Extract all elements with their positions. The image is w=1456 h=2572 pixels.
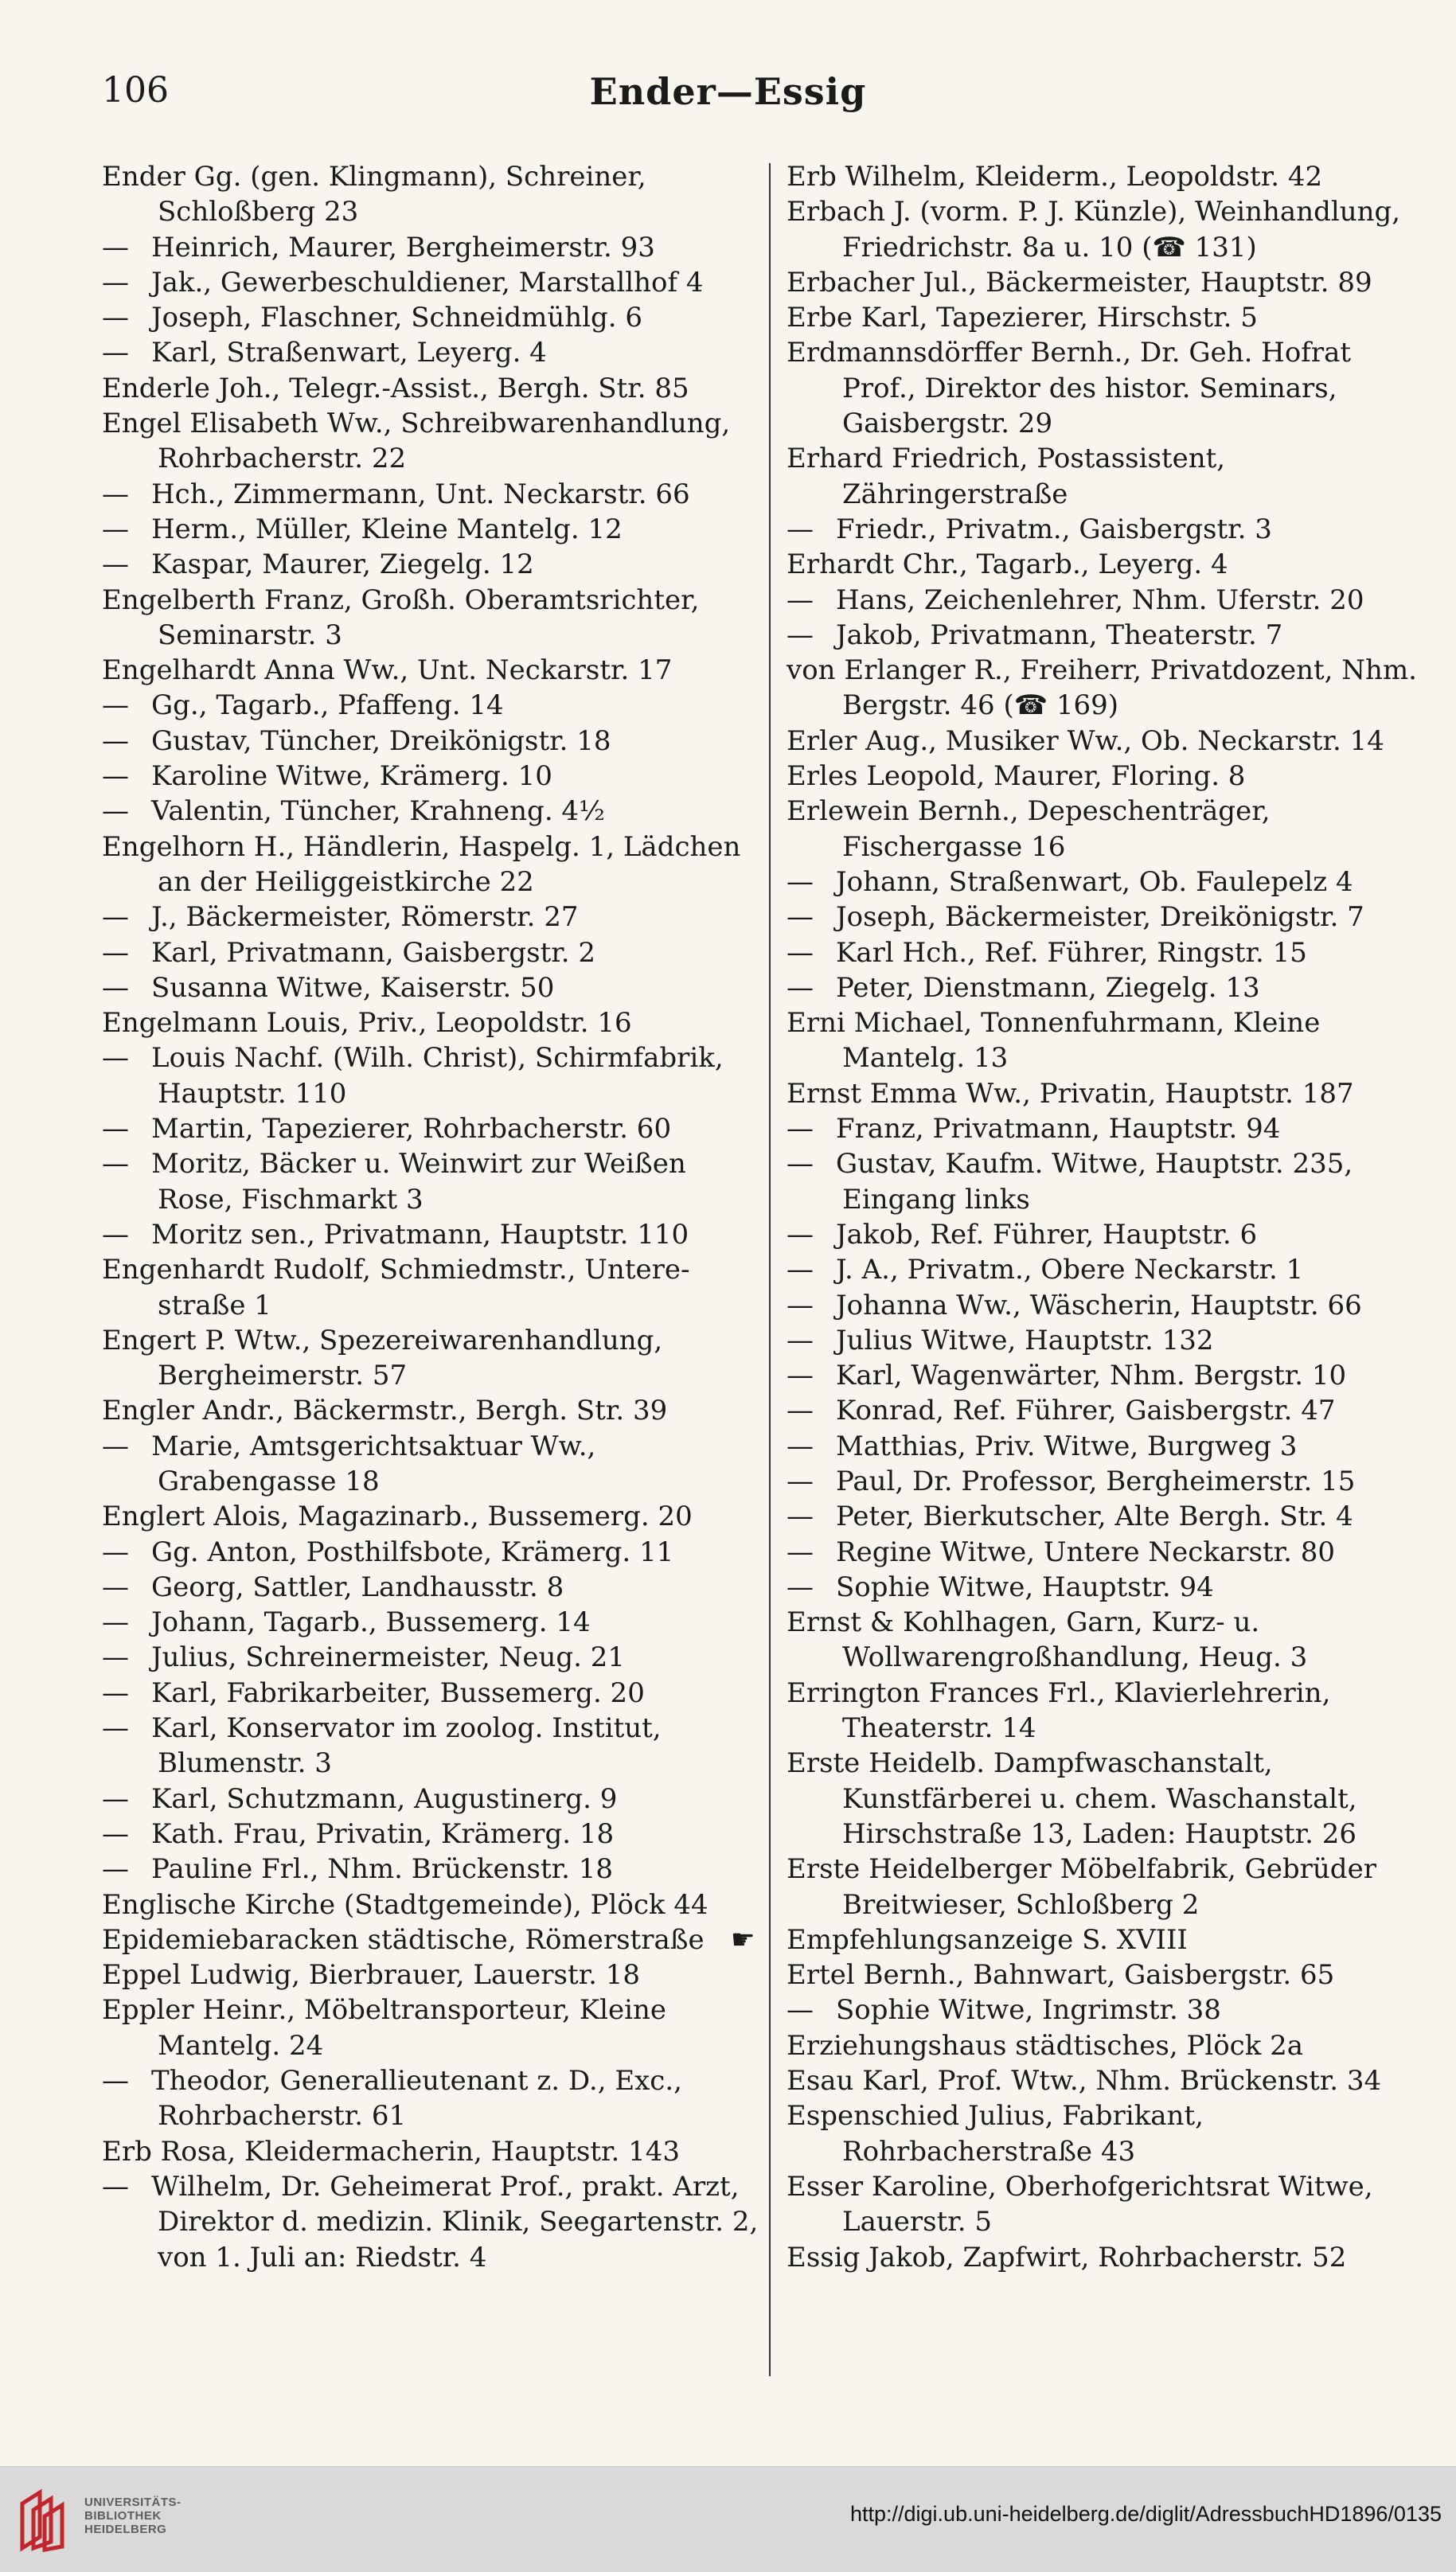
directory-entry <box>102 406 763 477</box>
directory-entry <box>102 159 763 230</box>
entry-text: Johann, Straßenwart, Ob. Faulepelz 4 <box>836 865 1353 898</box>
repeat-dash: — <box>787 865 814 898</box>
directory-entry <box>102 1323 763 1394</box>
entry-text: Ender Gg. (gen. Klingmann), Schreiner, Schloßberg 23 <box>102 161 646 228</box>
entry-text: Empfehlungsanzeige S. XVIII <box>787 1923 1188 1956</box>
entry-text: Hch., Zimmermann, Unt. Neckarstr. 66 <box>151 478 690 510</box>
directory-subentry <box>102 1817 763 1852</box>
entry-text: Engert P. Wtw., Spezereiwarenhandlung, Bergheimerstr. 57 <box>102 1324 663 1392</box>
entry-text: Erdmannsdörffer Bernh., Dr. Geh. Hofrat Prof., Direktor des histor. Seminars, Gaisbergstr. 29 <box>787 337 1352 440</box>
repeat-dash: — <box>102 478 129 510</box>
repeat-dash: — <box>102 1712 129 1745</box>
directory-subentry <box>787 970 1419 1005</box>
directory-subentry <box>787 864 1419 900</box>
repeat-dash: — <box>102 1853 129 1886</box>
directory-entry <box>787 1676 1419 1747</box>
directory-entry <box>787 1852 1419 1922</box>
directory-entry <box>102 583 763 654</box>
entry-text: Gg. Anton, Posthilfsbote, Krämerg. 11 <box>151 1536 674 1568</box>
repeat-dash: — <box>787 901 814 934</box>
directory-subentry <box>102 1040 763 1111</box>
left-column <box>102 159 763 2275</box>
directory-entry <box>787 794 1419 864</box>
entry-text: Johann, Tagarb., Bussemerg. 14 <box>151 1606 591 1639</box>
entry-text: Erb Rosa, Kleidermacherin, Hauptstr. 143 <box>102 2135 681 2168</box>
entry-text: Theodor, Generallieutenant z. D., Exc., Rohrbacherstr. 61 <box>151 2065 682 2133</box>
directory-subentry <box>102 1535 763 1570</box>
entry-text: Enderle Joh., Telegr.-Assist., Bergh. Str. 85 <box>102 372 689 404</box>
entry-text: Errington Frances Frl., Klavierlehrerin, Theaterstr. 14 <box>787 1676 1331 1745</box>
library-name-line: HEIDELBERG <box>84 2523 167 2536</box>
entry-text: Erni Michael, Tonnenfuhrmann, Kleine Mantelg. 13 <box>787 1007 1321 1075</box>
entry-text: Englische Kirche (Stadtgemeinde), Plöck 44 <box>102 1888 708 1921</box>
repeat-dash: — <box>102 1042 129 1075</box>
directory-subentry <box>102 1429 763 1500</box>
repeat-dash: — <box>787 1395 814 1427</box>
entry-text: Eppler Heinr., Möbeltransporteur, Kleine Mantelg. 24 <box>102 1994 667 2062</box>
directory-subentry <box>102 688 763 723</box>
entry-text: Kath. Frau, Privatin, Krämerg. 18 <box>151 1817 615 1850</box>
directory-subentry <box>102 724 763 759</box>
entry-text: Essig Jakob, Zapfwirt, Rohrbacherstr. 52 <box>787 2241 1347 2273</box>
directory-entry <box>787 1746 1419 1852</box>
directory-entry <box>787 441 1419 512</box>
directory-entry <box>787 2028 1419 2063</box>
directory-subentry <box>102 265 763 300</box>
directory-entry <box>102 1992 763 2063</box>
entry-text: Karl, Wagenwärter, Nhm. Bergstr. 10 <box>836 1360 1347 1392</box>
repeat-dash: — <box>102 2065 129 2098</box>
repeat-dash: — <box>102 1113 129 1145</box>
directory-subentry <box>102 477 763 512</box>
repeat-dash: — <box>102 1817 129 1850</box>
repeat-dash: — <box>102 266 129 299</box>
directory-entry <box>102 1499 763 1534</box>
entry-text: Erbach J. (vorm. P. J. Künzle), Weinhandlung, Friedrichstr. 8a u. 10 (☎ 131) <box>787 196 1401 263</box>
entry-text: Engelhorn H., Händlerin, Haspelg. 1, Lädchen an der Heiliggeistkirche 22 <box>102 830 741 898</box>
entry-text: Jakob, Ref. Führer, Hauptstr. 6 <box>836 1218 1258 1251</box>
entry-text: Julius, Schreinermeister, Neug. 21 <box>151 1641 625 1674</box>
directory-subentry <box>102 1146 763 1217</box>
directory-subentry <box>102 512 763 547</box>
directory-subentry <box>787 1535 1419 1570</box>
entry-text: Engler Andr., Bäckermstr., Bergh. Str. 39 <box>102 1395 668 1427</box>
repeat-dash: — <box>102 795 129 828</box>
directory-subentry <box>102 900 763 935</box>
entry-text: Gustav, Tüncher, Dreikönigstr. 18 <box>151 724 611 757</box>
directory-subentry <box>787 618 1419 653</box>
entry-text: Peter, Dienstmann, Ziegelg. 13 <box>836 971 1260 1004</box>
entry-text: Erler Aug., Musiker Ww., Ob. Neckarstr. 14 <box>787 724 1384 757</box>
directory-entry <box>102 371 763 406</box>
directory-subentry <box>787 935 1419 970</box>
entry-text: Erles Leopold, Maurer, Floring. 8 <box>787 760 1246 793</box>
running-head: Ender—Essig <box>589 70 867 113</box>
repeat-dash: — <box>787 583 814 616</box>
directory-subentry <box>787 1358 1419 1393</box>
repeat-dash: — <box>787 1571 814 1603</box>
entry-text: Konrad, Ref. Führer, Gaisbergstr. 47 <box>836 1395 1336 1427</box>
entry-text: Ernst Emma Ww., Privatin, Hauptstr. 187 <box>787 1077 1354 1110</box>
repeat-dash: — <box>787 1289 814 1321</box>
entry-text: Engelberth Franz, Großh. Oberamtsrichter, Seminarstr. 3 <box>102 583 700 651</box>
entry-text: Erste Heidelberger Möbelfabrik, Gebrüder Breitwieser, Schloßberg 2 <box>787 1853 1376 1921</box>
entry-text: Gustav, Kaufm. Witwe, Hauptstr. 235, Eingang links <box>836 1148 1353 1216</box>
entry-text: Erhard Friedrich, Postassistent, Zähringerstraße <box>787 443 1226 510</box>
directory-entry <box>787 759 1419 794</box>
entry-text: Esser Karoline, Oberhofgerichtsrat Witwe, Lauerstr. 5 <box>787 2170 1373 2238</box>
entry-text: Franz, Privatmann, Hauptstr. 94 <box>836 1113 1281 1145</box>
directory-entry <box>787 2098 1419 2169</box>
entry-text: Engelhardt Anna Ww., Unt. Neckarstr. 17 <box>102 654 673 687</box>
directory-entry <box>787 2240 1419 2275</box>
entry-text: Ernst & Kohlhagen, Garn, Kurz- u. Wollwarengroßhandlung, Heug. 3 <box>787 1606 1308 1674</box>
entry-text: Erbe Karl, Tapezierer, Hirschstr. 5 <box>787 302 1258 334</box>
entry-text: Esau Karl, Prof. Wtw., Nhm. Brückenstr. 34 <box>787 2065 1382 2098</box>
repeat-dash: — <box>787 1254 814 1286</box>
directory-subentry <box>787 583 1419 618</box>
directory-subentry <box>787 1146 1419 1217</box>
repeat-dash: — <box>102 548 129 581</box>
directory-subentry <box>102 935 763 970</box>
directory-entry <box>102 1887 763 1922</box>
repeat-dash: — <box>787 1994 814 2027</box>
entry-text: Erlewein Bernh., Depeschenträger, Fischergasse 16 <box>787 795 1271 863</box>
repeat-dash: — <box>102 1536 129 1568</box>
directory-subentry <box>787 1429 1419 1464</box>
repeat-dash: — <box>787 1324 814 1356</box>
directory-subentry <box>787 1288 1419 1323</box>
repeat-dash: — <box>102 2170 129 2203</box>
entry-text: Ertel Bernh., Bahnwart, Gaisbergstr. 65 <box>787 1959 1335 1992</box>
directory-entry <box>102 1922 763 1957</box>
repeat-dash: — <box>102 302 129 334</box>
entry-text: Marie, Amtsgerichtsaktuar Ww., Grabengasse 18 <box>151 1430 596 1497</box>
entry-text: von Erlanger R., Freiherr, Privatdozent, Nhm. Bergstr. 46 (☎ 169) <box>787 654 1417 722</box>
repeat-dash: — <box>787 1148 814 1181</box>
directory-entry <box>787 265 1419 300</box>
entry-text: Erb Wilhelm, Kleiderm., Leopoldstr. 42 <box>787 161 1323 193</box>
page-number: 106 <box>102 70 169 111</box>
repeat-dash: — <box>102 936 129 969</box>
entry-text: Karl Hch., Ref. Führer, Ringstr. 15 <box>836 936 1307 969</box>
entry-text: Hans, Zeichenlehrer, Nhm. Uferstr. 20 <box>836 583 1364 616</box>
university-library-logo-icon <box>16 2486 75 2553</box>
repeat-dash: — <box>102 760 129 793</box>
directory-entry <box>102 2134 763 2169</box>
library-name-line: UNIVERSITÄTS- <box>84 2496 182 2509</box>
directory-subentry <box>102 547 763 582</box>
entry-text: Jak., Gewerbeschuldiener, Marstallhof 4 <box>151 266 704 299</box>
directory-entry <box>787 2063 1419 2098</box>
entry-text: Erbacher Jul., Bäckermeister, Hauptstr. 89 <box>787 266 1372 299</box>
repeat-dash: — <box>102 901 129 934</box>
entry-text: Martin, Tapezierer, Rohrbacherstr. 60 <box>151 1113 672 1145</box>
entry-text: Engenhardt Rudolf, Schmiedmstr., Untere-straße 1 <box>102 1254 690 1321</box>
entry-text: Paul, Dr. Professor, Bergheimerstr. 15 <box>836 1465 1356 1497</box>
directory-entry <box>787 1957 1419 1992</box>
directory-subentry <box>102 1711 763 1782</box>
directory-subentry <box>102 1605 763 1640</box>
repeat-dash: — <box>787 1465 814 1497</box>
entry-text: Wilhelm, Dr. Geheimerat Prof., prakt. Arzt, Direktor d. medizin. Klinik, Seegartenstr. 2, von 1. Juli an: Riedstr. 4 <box>151 2170 759 2273</box>
column-divider <box>769 163 771 2376</box>
entry-text: Sophie Witwe, Hauptstr. 94 <box>836 1571 1214 1603</box>
repeat-dash: — <box>102 1782 129 1815</box>
repeat-dash: — <box>102 1430 129 1462</box>
directory-subentry <box>102 970 763 1005</box>
directory-entry <box>102 829 763 900</box>
entry-text: Engelmann Louis, Priv., Leopoldstr. 16 <box>102 1007 632 1040</box>
entry-text: Matthias, Priv. Witwe, Burgweg 3 <box>836 1430 1298 1462</box>
directory-subentry <box>102 2063 763 2134</box>
repeat-dash: — <box>102 689 129 722</box>
directory-subentry <box>102 1111 763 1146</box>
entry-text: Erste Heidelb. Dampfwaschanstalt, Kunstfärberei u. chem. Waschanstalt, Hirschstraße 13, Laden: Hauptstr. 26 <box>787 1747 1357 1850</box>
repeat-dash: — <box>787 1218 814 1251</box>
entry-text: Karoline Witwe, Krämerg. 10 <box>151 760 552 793</box>
repeat-dash: — <box>787 513 814 545</box>
entry-text: Erziehungshaus städtisches, Plöck 2a <box>787 2029 1304 2062</box>
footer-bar <box>0 2466 1456 2572</box>
repeat-dash: — <box>787 1360 814 1392</box>
entry-text: Peter, Bierkutscher, Alte Bergh. Str. 4 <box>836 1501 1353 1533</box>
directory-subentry <box>102 1217 763 1252</box>
right-column <box>731 159 1419 2275</box>
directory-entry <box>787 724 1419 759</box>
entry-text: Georg, Sattler, Landhausstr. 8 <box>151 1571 564 1603</box>
entry-text: J., Bäckermeister, Römerstr. 27 <box>151 901 579 934</box>
directory-subentry <box>787 1393 1419 1428</box>
repeat-dash: — <box>102 1571 129 1603</box>
entry-text: Johanna Ww., Wäscherin, Hauptstr. 66 <box>836 1289 1362 1321</box>
directory-subentry <box>102 335 763 370</box>
directory-subentry <box>102 2169 763 2275</box>
entry-text: Erhardt Chr., Tagarb., Leyerg. 4 <box>787 548 1228 581</box>
repeat-dash: — <box>102 724 129 757</box>
entry-text: Eppel Ludwig, Bierbrauer, Lauerstr. 18 <box>102 1959 641 1992</box>
directory-entry <box>787 159 1419 194</box>
directory-subentry <box>787 1217 1419 1252</box>
directory-subentry <box>102 300 763 335</box>
entry-text: Heinrich, Maurer, Bergheimerstr. 93 <box>151 231 655 263</box>
entry-text: Moritz, Bäcker u. Weinwirt zur Weißen Rose, Fischmarkt 3 <box>151 1148 686 1216</box>
library-name <box>84 2496 182 2536</box>
directory-subentry <box>787 1499 1419 1534</box>
repeat-dash: — <box>787 619 814 651</box>
directory-entry <box>787 335 1419 441</box>
directory-entry <box>787 1076 1419 1111</box>
repeat-dash: — <box>787 1430 814 1462</box>
repeat-dash: — <box>102 1641 129 1674</box>
repeat-dash: — <box>102 1148 129 1181</box>
entry-text: Karl, Privatmann, Gaisbergstr. 2 <box>151 936 596 969</box>
directory-entry <box>787 653 1419 724</box>
directory-subentry <box>787 1464 1419 1499</box>
entry-text: Karl, Schutzmann, Augustinerg. 9 <box>151 1782 618 1815</box>
entry-text: Jakob, Privatmann, Theaterstr. 7 <box>836 619 1283 651</box>
entry-text: Joseph, Flaschner, Schneidmühlg. 6 <box>151 302 643 334</box>
repeat-dash: — <box>787 971 814 1004</box>
entry-text: Moritz sen., Privatmann, Hauptstr. 110 <box>151 1218 689 1251</box>
entry-text: Herm., Müller, Kleine Mantelg. 12 <box>151 513 623 545</box>
entry-text: Espenschied Julius, Fabrikant, Rohrbacherstraße 43 <box>787 2100 1204 2168</box>
directory-subentry <box>102 759 763 794</box>
entry-text: Joseph, Bäckermeister, Dreikönigstr. 7 <box>836 901 1364 934</box>
entry-text: Karl, Fabrikarbeiter, Bussemerg. 20 <box>151 1676 645 1709</box>
entry-text: Engel Elisabeth Ww., Schreibwarenhandlung, Rohrbacherstr. 22 <box>102 408 731 475</box>
entry-text: Susanna Witwe, Kaiserstr. 50 <box>151 971 555 1004</box>
directory-entry <box>787 300 1419 335</box>
entry-text: Sophie Witwe, Ingrimstr. 38 <box>836 1994 1221 2027</box>
directory-subentry <box>102 794 763 829</box>
entry-text: J. A., Privatm., Obere Neckarstr. 1 <box>836 1254 1304 1286</box>
directory-subentry <box>787 1992 1419 2028</box>
directory-subentry <box>102 1640 763 1675</box>
directory-entry <box>787 2169 1419 2240</box>
entry-text: Epidemiebaracken städtische, Römerstraße <box>102 1923 705 1956</box>
entry-text: Gg., Tagarb., Pfaffeng. 14 <box>151 689 504 722</box>
repeat-dash: — <box>787 936 814 969</box>
directory-entry <box>787 194 1419 265</box>
repeat-dash: — <box>102 1606 129 1639</box>
repeat-dash: — <box>102 513 129 545</box>
directory-entry <box>787 1005 1419 1076</box>
directory-subentry <box>102 1676 763 1711</box>
entry-text: Karl, Konservator im zoolog. Institut, Blumenstr. 3 <box>151 1712 662 1780</box>
directory-subentry <box>787 1323 1419 1358</box>
source-url[interactable]: http://digi.ub.uni-heidelberg.de/diglit/AdressbuchHD1896/0135 <box>849 2502 1442 2526</box>
repeat-dash: — <box>787 1536 814 1568</box>
entry-text: Karl, Straßenwart, Leyerg. 4 <box>151 337 547 369</box>
repeat-dash: — <box>787 1501 814 1533</box>
entry-text: Kaspar, Maurer, Ziegelg. 12 <box>151 548 534 581</box>
entry-text: Valentin, Tüncher, Krahneng. 4½ <box>151 795 606 828</box>
repeat-dash: — <box>102 337 129 369</box>
library-name-line: BIBLIOTHEK <box>84 2509 162 2523</box>
directory-entry: ☛Empfehlungsanzeige S. XVIII <box>731 1923 1188 1956</box>
directory-subentry <box>787 1252 1419 1287</box>
entry-text: Pauline Frl., Nhm. Brückenstr. 18 <box>151 1853 614 1886</box>
repeat-dash: — <box>102 1218 129 1251</box>
entry-text: Louis Nachf. (Wilh. Christ), Schirmfabrik, Hauptstr. 110 <box>151 1042 724 1110</box>
repeat-dash: — <box>787 1113 814 1145</box>
entry-text: Regine Witwe, Untere Neckarstr. 80 <box>836 1536 1335 1568</box>
directory-subentry <box>787 1111 1419 1146</box>
entry-text: Englert Alois, Magazinarb., Bussemerg. 20 <box>102 1501 693 1533</box>
directory-entry <box>102 1957 763 1992</box>
directory-subentry <box>787 900 1419 935</box>
entry-text: Julius Witwe, Hauptstr. 132 <box>836 1324 1214 1356</box>
directory-subentry <box>787 1570 1419 1605</box>
entry-text: Friedr., Privatm., Gaisbergstr. 3 <box>836 513 1272 545</box>
directory-entry <box>787 1605 1419 1676</box>
repeat-dash: — <box>102 231 129 263</box>
directory-subentry <box>102 1852 763 1887</box>
directory-subentry <box>102 1782 763 1817</box>
directory-entry <box>102 1252 763 1323</box>
directory-subentry <box>102 230 763 265</box>
repeat-dash: — <box>102 971 129 1004</box>
directory-entry <box>102 653 763 688</box>
directory-entry <box>102 1393 763 1428</box>
directory-entry <box>102 1005 763 1040</box>
directory-entry <box>787 547 1419 582</box>
repeat-dash: — <box>102 1676 129 1709</box>
directory-subentry <box>102 1570 763 1605</box>
directory-subentry <box>787 512 1419 547</box>
